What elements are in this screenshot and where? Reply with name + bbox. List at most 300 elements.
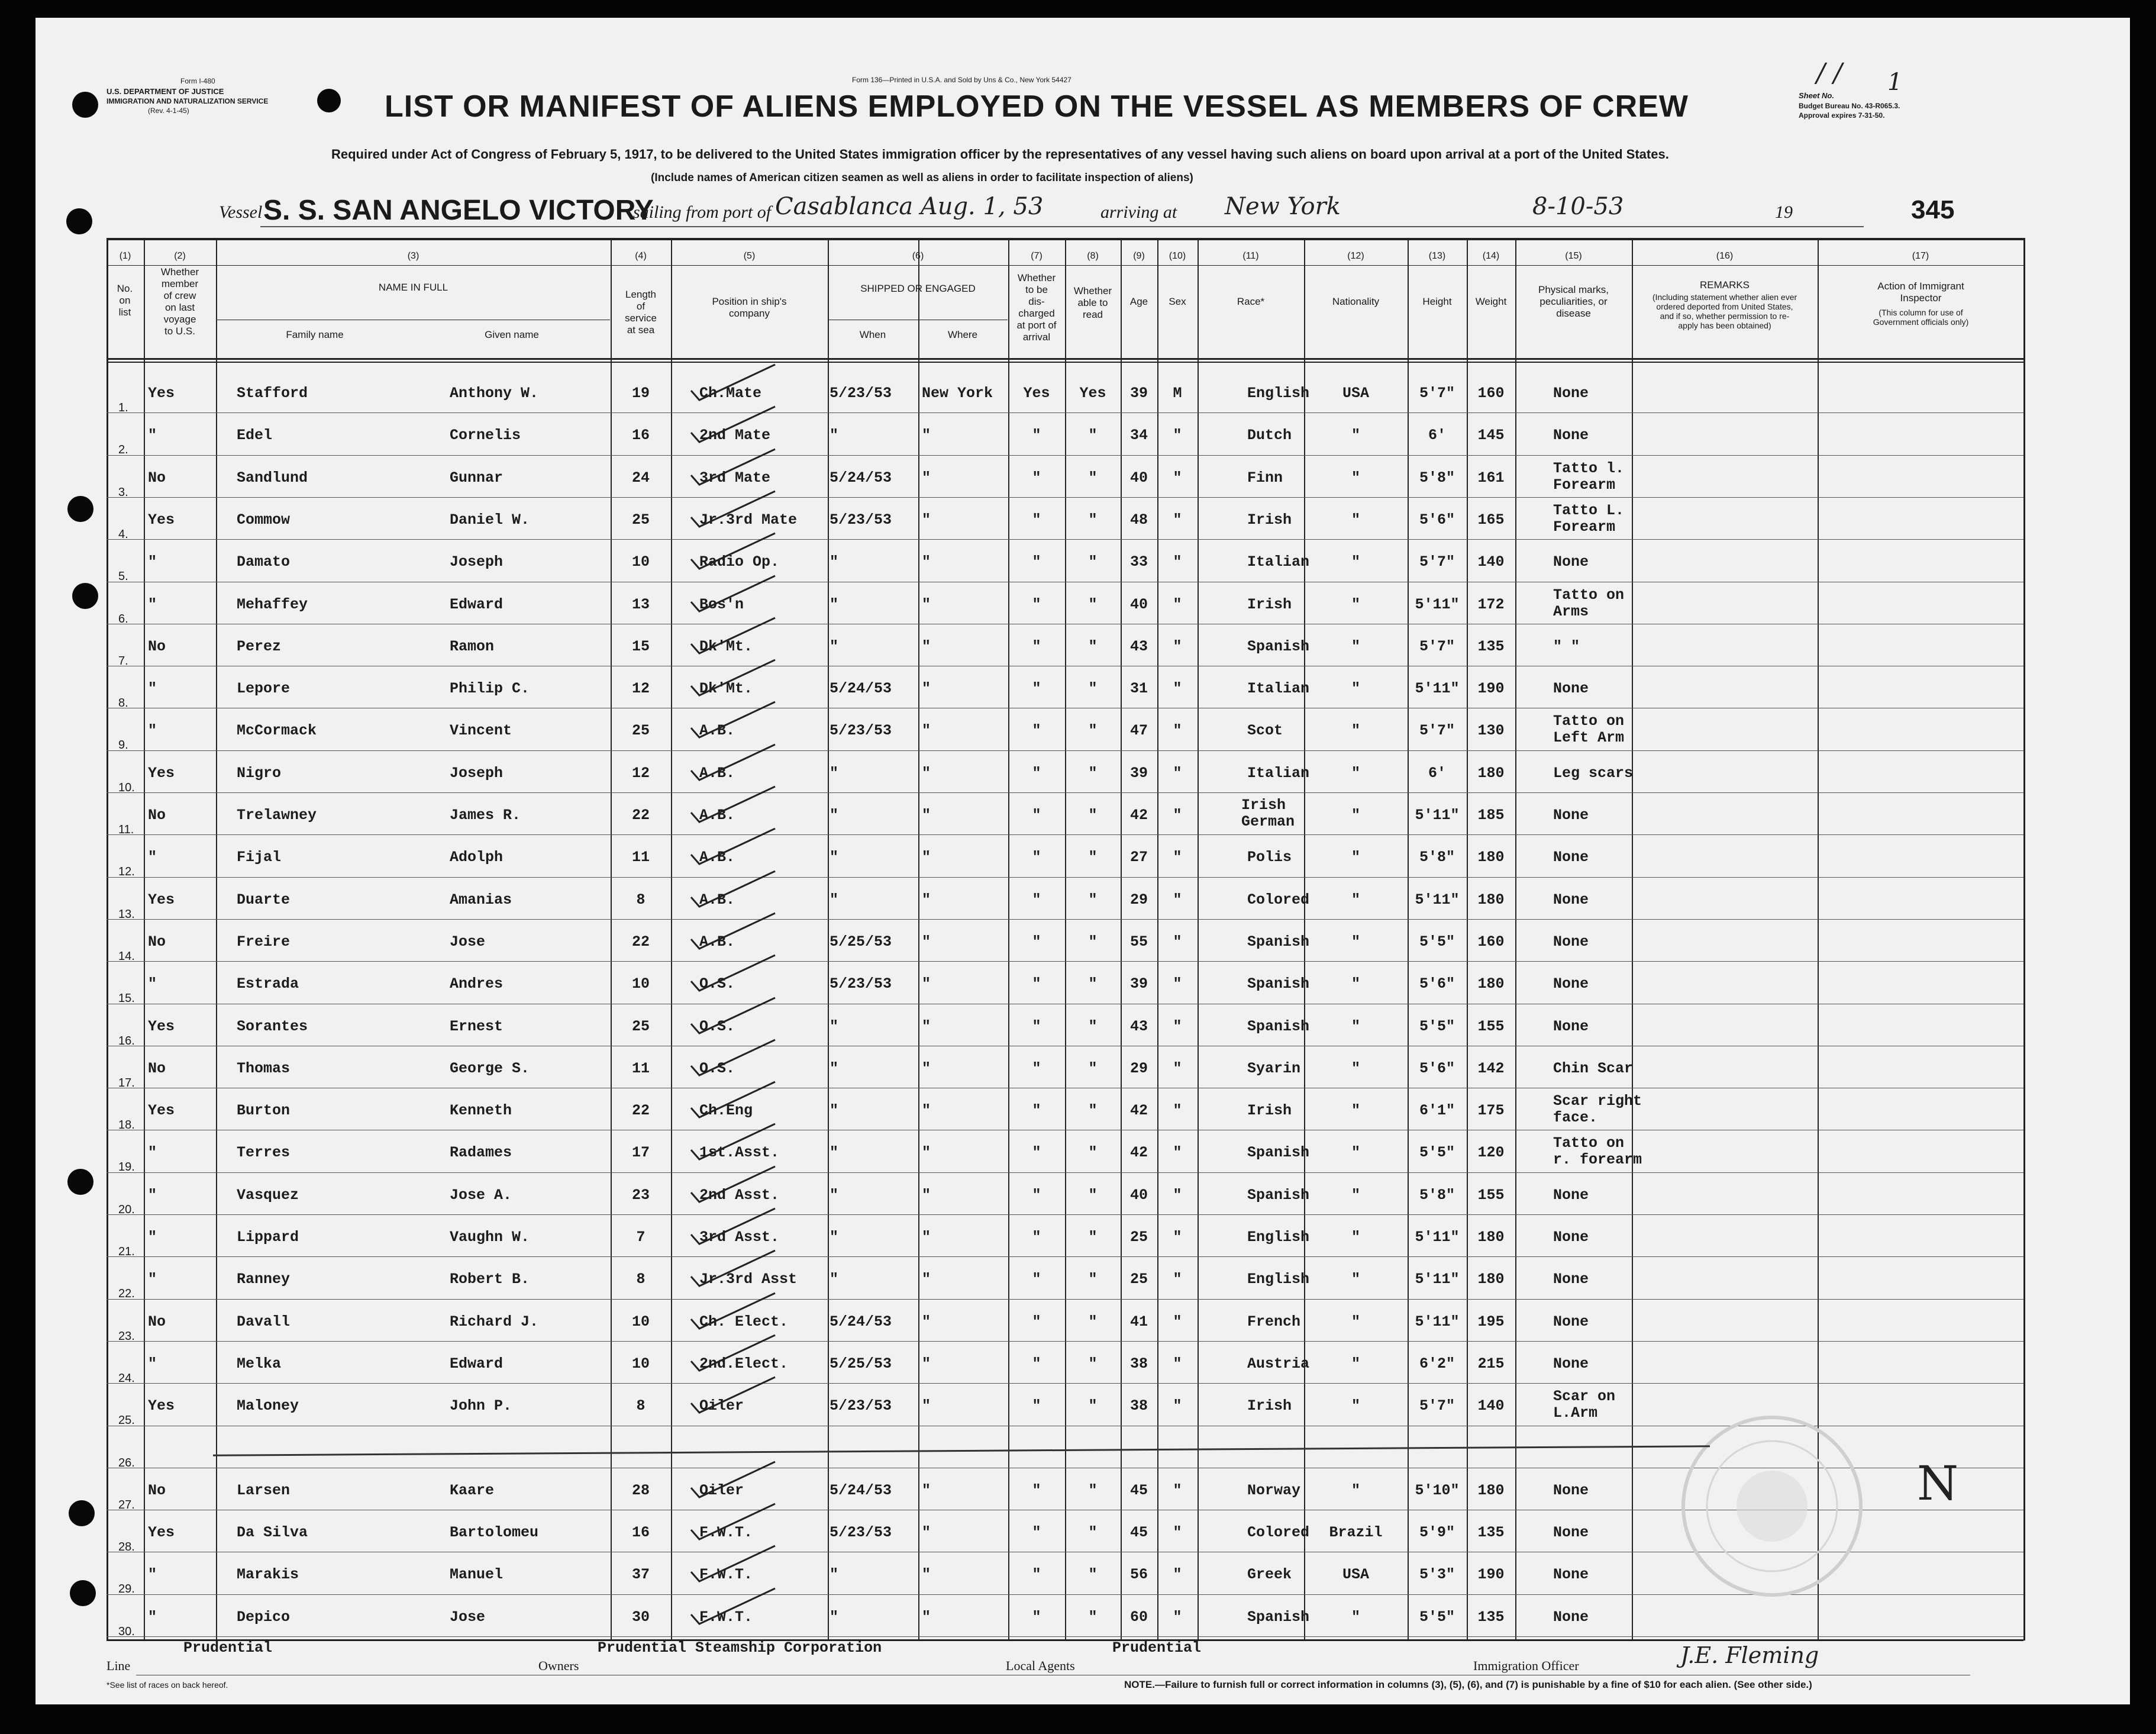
cell-shipped-where: ": [922, 1059, 931, 1077]
cell-physical-marks: None: [1553, 1481, 1589, 1499]
cell-height: 5'11": [1415, 1271, 1460, 1288]
cell-discharged: ": [1032, 1229, 1041, 1246]
cell-nationality: ": [1351, 595, 1360, 613]
cell-height: 5'5": [1419, 1017, 1455, 1035]
cell-nationality: ": [1351, 1102, 1360, 1120]
cell-shipped-when: ": [830, 849, 839, 866]
cell-given-name: John P.: [450, 1397, 512, 1415]
cell-service-length: 12: [631, 764, 650, 782]
cell-height: 5'6": [1419, 1059, 1455, 1077]
cell-last-voyage: No: [148, 1313, 166, 1330]
col-header-last-voyage: Whether member of crew on last voyage to U.S.: [160, 266, 199, 337]
inspector-mark: N: [1917, 1456, 1958, 1511]
cell-shipped-when: ": [830, 1102, 839, 1120]
subheader-inspector-note: (This column for use of Government officials only): [1873, 308, 1969, 327]
cell-service-length: 22: [631, 1102, 650, 1120]
cell-nationality: ": [1351, 1355, 1360, 1372]
cell-service-length: 37: [631, 1566, 650, 1584]
cell-weight: 160: [1477, 933, 1505, 950]
cell-family-name: Estrada: [237, 975, 299, 993]
cell-age: 33: [1129, 553, 1148, 571]
row-number: 18.: [118, 1119, 135, 1132]
row-rule: [106, 539, 2023, 540]
cell-shipped-where: ": [922, 764, 931, 782]
row-rule: [106, 877, 2023, 878]
cell-age: 34: [1129, 427, 1148, 444]
cell-height: 5'11": [1415, 680, 1460, 698]
cell-weight: 180: [1477, 1481, 1505, 1499]
cell-sex: M: [1173, 385, 1182, 402]
cell-family-name: Damato: [237, 553, 291, 571]
row-number: 1.: [118, 401, 128, 414]
cell-height: 5'11": [1415, 891, 1460, 908]
cell-sex: ": [1173, 1355, 1182, 1372]
check-mark: [686, 1500, 781, 1542]
cell-physical-marks: Chin Scar: [1553, 1059, 1634, 1077]
cell-shipped-when: 5/24/53: [830, 1313, 892, 1330]
cell-last-voyage: ": [148, 427, 157, 444]
cell-shipped-where: ": [922, 1313, 931, 1330]
cell-physical-marks-line2: Arms: [1553, 602, 1589, 620]
punch-hole: [72, 92, 98, 118]
cell-shipped-where: ": [922, 511, 931, 528]
punch-hole: [70, 1580, 96, 1606]
cell-discharged: ": [1032, 722, 1041, 740]
cell-physical-marks: Tatto on: [1553, 713, 1625, 730]
cell-age: 27: [1129, 849, 1148, 866]
check-mark: [686, 1458, 781, 1500]
cell-physical-marks: None: [1553, 933, 1589, 950]
cell-discharged: ": [1032, 595, 1041, 613]
cell-discharged: ": [1032, 427, 1041, 444]
cell-position: A.B.: [699, 807, 735, 824]
cell-sex: ": [1173, 891, 1182, 908]
cell-position: Ch. Elect.: [699, 1313, 789, 1330]
row-number: 17.: [118, 1076, 135, 1090]
cell-shipped-when: 5/24/53: [830, 680, 892, 698]
cell-race: Irish: [1247, 1102, 1292, 1120]
cell-age: 42: [1129, 1102, 1148, 1120]
check-mark: [686, 952, 781, 993]
cell-weight: 145: [1477, 427, 1505, 444]
cell-given-name: George S.: [450, 1059, 530, 1077]
cell-sex: ": [1173, 1229, 1182, 1246]
cell-race: Irish: [1247, 595, 1292, 613]
cell-position: Jr.3rd Asst: [699, 1271, 798, 1288]
row-number: 2.: [118, 443, 128, 457]
cell-height: 5'11": [1415, 1313, 1460, 1330]
departure-port-date: Casablanca Aug. 1, 53: [775, 193, 1044, 220]
cell-weight: 190: [1477, 1566, 1505, 1584]
cell-age: 29: [1129, 891, 1148, 908]
cell-family-name: Commow: [237, 511, 291, 528]
cell-given-name: Daniel W.: [450, 511, 530, 528]
cell-given-name: Kaare: [450, 1481, 495, 1499]
col-header-inspector: Action of Immigrant Inspector: [1877, 281, 1964, 304]
column-number: (4): [635, 251, 647, 261]
cell-weight: 140: [1477, 553, 1505, 571]
cell-able-to-read: ": [1088, 891, 1098, 908]
row-number: 13.: [118, 907, 135, 921]
cell-age: 41: [1129, 1313, 1148, 1330]
cell-shipped-where: ": [922, 975, 931, 993]
row-number: 16.: [118, 1034, 135, 1048]
row-rule: [106, 834, 2023, 835]
cell-age: 40: [1129, 469, 1148, 486]
cell-shipped-when: 5/23/53: [830, 385, 892, 402]
page-number: 345: [1911, 195, 1955, 224]
cell-weight: 160: [1477, 385, 1505, 402]
cell-shipped-when: ": [830, 1229, 839, 1246]
column-number: (8): [1087, 251, 1099, 261]
cell-height: 5'9": [1419, 1524, 1455, 1542]
cell-position: A.B.: [699, 722, 735, 740]
cell-given-name: Kenneth: [450, 1102, 512, 1120]
cell-physical-marks: Leg scars: [1553, 764, 1634, 782]
cell-shipped-where: ": [922, 1355, 931, 1372]
year-label: 19: [1775, 202, 1793, 222]
cell-family-name: Burton: [237, 1102, 291, 1120]
footer-officer-label: Immigration Officer: [1473, 1658, 1579, 1673]
sheet-number-hand: / /: [1816, 58, 1842, 88]
cell-discharged: ": [1032, 553, 1041, 571]
cell-sex: ": [1173, 427, 1182, 444]
cell-given-name: Jose A.: [450, 1186, 512, 1204]
cell-shipped-where: ": [922, 595, 931, 613]
cell-shipped-when: 5/24/53: [830, 469, 892, 486]
cell-service-length: 17: [631, 1144, 650, 1162]
cell-able-to-read: ": [1088, 1144, 1098, 1162]
cell-last-voyage: ": [148, 722, 157, 740]
cell-able-to-read: ": [1088, 1017, 1098, 1035]
cell-last-voyage: No: [148, 1059, 166, 1077]
cell-able-to-read: Yes: [1079, 385, 1106, 402]
cell-discharged: ": [1032, 1186, 1041, 1204]
col-header-discharged: Whether to be dis- charged at port of arrival: [1016, 272, 1057, 343]
cell-weight: 155: [1477, 1186, 1505, 1204]
cell-physical-marks: None: [1553, 1229, 1589, 1246]
check-mark: [686, 488, 781, 529]
cell-age: 45: [1129, 1481, 1148, 1499]
cell-service-length: 8: [636, 1271, 645, 1288]
cell-shipped-when: 5/23/53: [830, 1397, 892, 1415]
cell-nationality: ": [1351, 849, 1360, 866]
cell-position: O.S.: [699, 1017, 735, 1035]
cell-position: Oiler: [699, 1397, 744, 1415]
cell-nationality: Brazil: [1329, 1524, 1383, 1542]
cell-physical-marks: Tatto l.: [1553, 459, 1625, 477]
cell-race: Spanish: [1247, 975, 1310, 993]
cell-service-length: 28: [631, 1481, 650, 1499]
column-divider: [216, 238, 217, 1640]
column-divider: [144, 238, 145, 1640]
cell-physical-marks-line2: face.: [1553, 1109, 1598, 1127]
cell-able-to-read: ": [1088, 680, 1098, 698]
cell-given-name: Jose: [450, 933, 486, 950]
cell-physical-marks: None: [1553, 849, 1589, 866]
cell-family-name: Larsen: [237, 1481, 291, 1499]
cell-nationality: ": [1351, 1481, 1360, 1499]
cell-physical-marks: " ": [1553, 637, 1580, 655]
cell-given-name: Vaughn W.: [450, 1229, 530, 1246]
check-mark: [686, 994, 781, 1036]
column-number: (12): [1347, 251, 1364, 261]
cell-physical-marks-line2: Forearm: [1553, 476, 1616, 494]
row-number: 24.: [118, 1371, 135, 1385]
cell-discharged: ": [1032, 469, 1041, 486]
cell-last-voyage: ": [148, 1186, 157, 1204]
cell-position: Ch.Eng: [699, 1102, 753, 1120]
cell-last-voyage: ": [148, 680, 157, 698]
row-number: 25.: [118, 1414, 135, 1427]
cell-height: 6'1": [1419, 1102, 1455, 1120]
cell-service-length: 10: [631, 553, 650, 571]
cell-weight: 180: [1477, 891, 1505, 908]
cell-sex: ": [1173, 553, 1182, 571]
check-mark: [686, 825, 781, 866]
cell-shipped-where: New York: [922, 385, 993, 402]
cell-sex: ": [1173, 1608, 1182, 1626]
cell-able-to-read: ": [1088, 1481, 1098, 1499]
cell-shipped-when: 5/25/53: [830, 1355, 892, 1372]
cell-discharged: ": [1032, 511, 1041, 528]
cell-family-name: Maloney: [237, 1397, 299, 1415]
cell-height: 6': [1428, 427, 1446, 444]
cell-able-to-read: ": [1088, 975, 1098, 993]
column-number: (11): [1242, 251, 1259, 261]
cell-given-name: Gunnar: [450, 469, 504, 486]
cell-able-to-read: ": [1088, 849, 1098, 866]
cell-shipped-where: ": [922, 1186, 931, 1204]
cell-nationality: USA: [1342, 385, 1369, 402]
footer-line-label: Line: [106, 1658, 131, 1673]
check-mark: [686, 656, 781, 698]
cell-physical-marks: Scar on: [1553, 1388, 1616, 1406]
check-mark: [686, 910, 781, 951]
cell-height: 5'5": [1419, 933, 1455, 950]
cell-nationality: ": [1351, 1608, 1360, 1626]
cell-age: 40: [1129, 1186, 1148, 1204]
cell-race: Colored: [1247, 1524, 1310, 1542]
cell-race: Spanish: [1247, 1608, 1310, 1626]
row-number: 3.: [118, 485, 128, 499]
cell-position: A.B.: [699, 933, 735, 950]
cell-sex: ": [1173, 1059, 1182, 1077]
cell-race: Irish German: [1241, 797, 1295, 830]
cell-service-length: 19: [631, 385, 650, 402]
cell-weight: 180: [1477, 975, 1505, 993]
cell-shipped-where: ": [922, 1017, 931, 1035]
footer-agents-label: Local Agents: [1006, 1658, 1075, 1673]
cell-last-voyage: ": [148, 595, 157, 613]
cell-position: 2nd Asst.: [699, 1186, 780, 1204]
cell-shipped-where: ": [922, 1397, 931, 1415]
row-number: 7.: [118, 654, 128, 668]
row-number: 4.: [118, 527, 128, 541]
cell-height: 5'6": [1419, 975, 1455, 993]
cell-nationality: ": [1351, 1271, 1360, 1288]
cell-physical-marks: None: [1553, 1608, 1589, 1626]
cell-service-length: 23: [631, 1186, 650, 1204]
cell-race: English: [1247, 1229, 1310, 1246]
punch-hole: [317, 89, 341, 112]
col-header-nationality: Nationality: [1332, 296, 1380, 307]
cell-age: 45: [1129, 1524, 1148, 1542]
cell-weight: 172: [1477, 595, 1505, 613]
check-mark: [686, 403, 781, 444]
cell-able-to-read: ": [1088, 722, 1098, 740]
approval-expiry: Approval expires 7-31-50.: [1799, 111, 1885, 120]
row-rule: [106, 1172, 2023, 1173]
cell-age: 40: [1129, 595, 1148, 613]
cell-weight: 155: [1477, 1017, 1505, 1035]
cell-able-to-read: ": [1088, 1229, 1098, 1246]
check-mark: [686, 1290, 781, 1331]
cell-able-to-read: ": [1088, 469, 1098, 486]
cell-sex: ": [1173, 807, 1182, 824]
column-number: (13): [1428, 251, 1446, 261]
cell-race: Irish: [1247, 1397, 1292, 1415]
arriving-label: arriving at: [1100, 202, 1177, 222]
cell-sex: ": [1173, 849, 1182, 866]
column-number: (14): [1482, 251, 1500, 261]
cell-physical-marks-line2: Left Arm: [1553, 729, 1625, 747]
row-rule: [106, 1636, 2023, 1637]
row-number: 26.: [118, 1456, 135, 1469]
col-header-weight: Weight: [1475, 296, 1507, 307]
row-rule: [106, 455, 2023, 456]
footer-line-value: Prudential: [183, 1639, 273, 1656]
cell-discharged: ": [1032, 1017, 1041, 1035]
cell-discharged: ": [1032, 1059, 1041, 1077]
row-rule: [106, 1383, 2023, 1384]
cell-family-name: Thomas: [237, 1059, 291, 1077]
cell-height: 5'8": [1419, 469, 1455, 486]
cell-shipped-when: 5/25/53: [830, 933, 892, 950]
cell-discharged: ": [1032, 1271, 1041, 1288]
cell-family-name: Sorantes: [237, 1017, 308, 1035]
cell-family-name: Terres: [237, 1144, 291, 1162]
cell-sex: ": [1173, 1566, 1182, 1584]
cell-sex: ": [1173, 1524, 1182, 1542]
cell-position: A.B.: [699, 891, 735, 908]
column-divider: [828, 238, 829, 1640]
cell-nationality: ": [1351, 1313, 1360, 1330]
cell-last-voyage: ": [148, 975, 157, 993]
cell-age: 48: [1129, 511, 1148, 528]
arrival-port: New York: [1225, 193, 1341, 220]
column-number: (2): [174, 251, 186, 261]
cell-shipped-when: 5/23/53: [830, 722, 892, 740]
row-rule: [106, 1299, 2023, 1300]
check-mark: [686, 1332, 781, 1373]
sailing-label: sailing from port of: [633, 202, 772, 222]
column-number: (6): [912, 251, 924, 261]
cell-position: F.W.T.: [699, 1608, 753, 1626]
cell-position: 2nd.Elect.: [699, 1355, 789, 1372]
cell-able-to-read: ": [1088, 1524, 1098, 1542]
cell-sex: ": [1173, 764, 1182, 782]
cell-age: 39: [1129, 975, 1148, 993]
cell-race: Polis: [1247, 849, 1292, 866]
cell-shipped-when: ": [830, 807, 839, 824]
punch-hole: [72, 583, 98, 609]
row-26-strike: [213, 1445, 1710, 1456]
cell-race: Austria: [1247, 1355, 1310, 1372]
cell-height: 5'7": [1419, 385, 1455, 402]
cell-race: Spanish: [1247, 1017, 1310, 1035]
cell-family-name: Freire: [237, 933, 291, 950]
cell-height: 5'7": [1419, 553, 1455, 571]
cell-weight: 180: [1477, 1229, 1505, 1246]
cell-family-name: Ranney: [237, 1271, 291, 1288]
subheader-remarks-note: (Including statement whether alien ever ordered deported from United States, and if so, whether permission to re- apply has been obtained): [1652, 292, 1797, 330]
cell-age: 25: [1129, 1229, 1148, 1246]
cell-race: Colored: [1247, 891, 1310, 908]
cell-sex: ": [1173, 1481, 1182, 1499]
cell-physical-marks: None: [1553, 1524, 1589, 1542]
footer-owners-value: Prudential Steamship Corporation: [598, 1639, 882, 1656]
row-number: 21.: [118, 1245, 135, 1258]
cell-discharged: Yes: [1023, 385, 1050, 402]
cell-family-name: Mehaffey: [237, 595, 308, 613]
column-number: (5): [743, 251, 756, 261]
cell-service-length: 10: [631, 975, 650, 993]
cell-race: Scot: [1247, 722, 1283, 740]
page-title: LIST OR MANIFEST OF ALIENS EMPLOYED ON THE VESSEL AS MEMBERS OF CREW: [385, 89, 1689, 124]
cell-last-voyage: No: [148, 933, 166, 950]
row-number: 30.: [118, 1625, 135, 1638]
cell-last-voyage: No: [148, 637, 166, 655]
cell-family-name: Nigro: [237, 764, 282, 782]
row-rule: [106, 497, 2023, 498]
cell-service-length: 25: [631, 722, 650, 740]
cell-sex: ": [1173, 933, 1182, 950]
cell-family-name: Sandlund: [237, 469, 308, 486]
check-mark: [686, 446, 781, 487]
column-divider: [918, 238, 919, 1640]
cell-physical-marks: None: [1553, 1313, 1589, 1330]
cell-nationality: ": [1351, 1017, 1360, 1035]
cell-last-voyage: Yes: [148, 891, 175, 908]
cell-shipped-when: ": [830, 1186, 839, 1204]
cell-nationality: ": [1351, 1144, 1360, 1162]
cell-discharged: ": [1032, 764, 1041, 782]
footer-officer-signature: J.E. Fleming: [1680, 1642, 1819, 1668]
cell-shipped-where: ": [922, 1102, 931, 1120]
cell-age: 42: [1129, 1144, 1148, 1162]
cell-family-name: Marakis: [237, 1566, 299, 1584]
cell-discharged: ": [1032, 1397, 1041, 1415]
cell-last-voyage: No: [148, 1481, 166, 1499]
cell-discharged: ": [1032, 1566, 1041, 1584]
cell-shipped-where: ": [922, 680, 931, 698]
cell-nationality: ": [1351, 1186, 1360, 1204]
row-number: 27.: [118, 1498, 135, 1511]
row-rule: [106, 919, 2023, 920]
cell-nationality: ": [1351, 469, 1360, 486]
cell-sex: ": [1173, 1397, 1182, 1415]
col-header-race: Race*: [1237, 296, 1265, 307]
cell-given-name: Vincent: [450, 722, 512, 740]
cell-height: 5'11": [1415, 1229, 1460, 1246]
cell-shipped-where: ": [922, 722, 931, 740]
row-number: 10.: [118, 781, 135, 794]
cell-age: 60: [1129, 1608, 1148, 1626]
cell-last-voyage: No: [148, 469, 166, 486]
form-subtitle: Required under Act of Congress of February 5, 1917, to be delivered to the United States immigration officer by the representatives of any vessel having such aliens on board upon arrival at a port of the United States.: [331, 147, 1669, 162]
cell-shipped-where: ": [922, 553, 931, 571]
